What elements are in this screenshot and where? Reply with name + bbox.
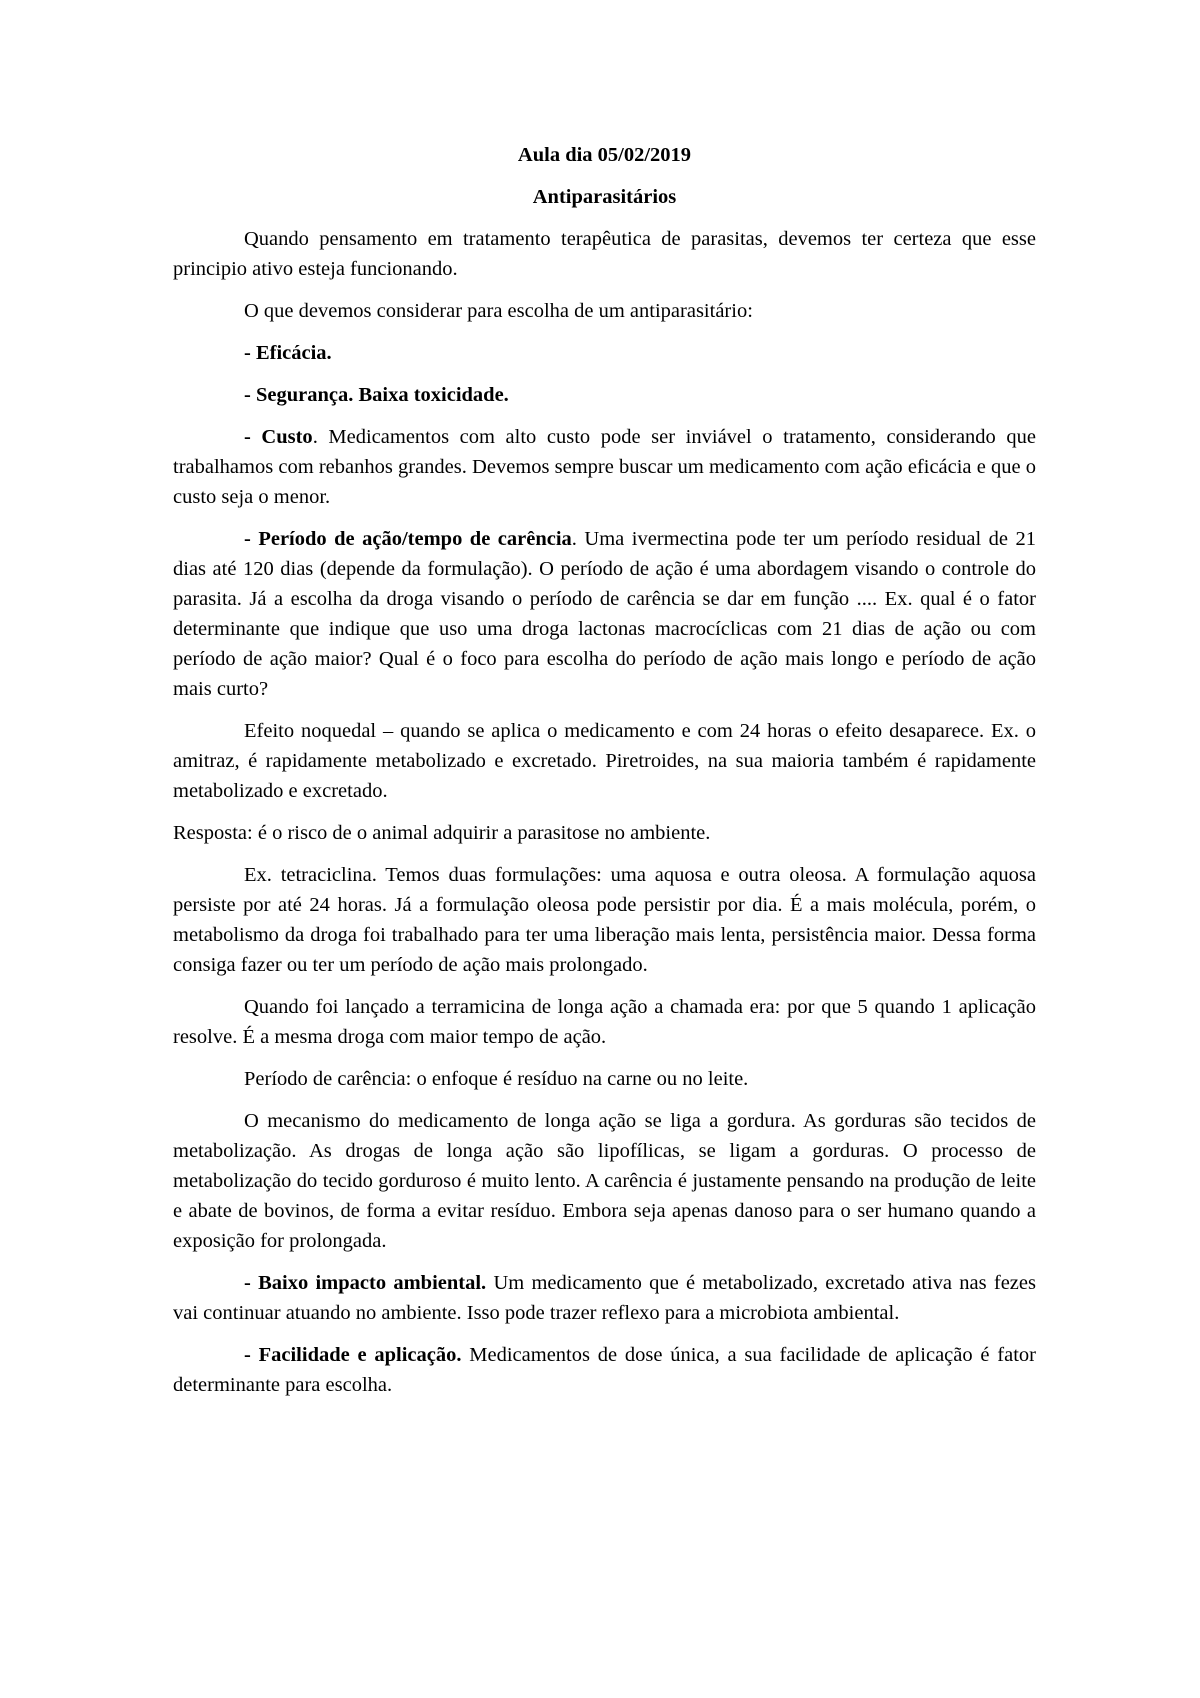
- criterion-seguranca: [173, 380, 1036, 410]
- document-subtitle: Antiparasitários: [532, 186, 677, 208]
- criterion-impacto-ambiental: [173, 1268, 1036, 1328]
- criterion-periodo-text: . Uma ivermectina pode ter um período residual de 21 dias até 120 dias (depende da formulação). O período de ação é uma abordagem visando o controle do parasita. Já a escolha da droga visando o período de carência se dar em função .... Ex. qual é o fator determinante que indique que uso uma droga lactonas macrocíclicas com 21 dias de ação ou com período de ação maior? Qual é o foco para escolha do período de ação mais longo e período de ação mais curto?: [173, 528, 1036, 700]
- document-title: Aula dia 05/02/2019: [517, 144, 692, 166]
- criterion-eficacia-label: - Eficácia.: [244, 342, 332, 364]
- criterion-custo-text: . Medicamentos com alto custo pode ser inviável o tratamento, considerando que trabalhamos com rebanhos grandes. Devemos sempre buscar um medicamento com ação eficácia e que o custo seja o menor.: [173, 426, 1036, 508]
- criterion-periodo: [173, 524, 1036, 704]
- criterion-periodo-label: - Período de ação/tempo de carência: [244, 528, 572, 550]
- paragraph-periodo-carencia: Período de carência: o enfoque é resíduo na carne ou no leite.: [244, 1068, 749, 1090]
- criterion-custo: [173, 422, 1036, 512]
- paragraph-intro: Quando pensamento em tratamento terapêutica de parasitas, devemos ter certeza que esse principio ativo esteja funcionando.: [173, 228, 1036, 280]
- paragraph-terramicina: Quando foi lançado a terramicina de longa ação a chamada era: por que 5 quando 1 aplicação resolve. É a mesma droga com maior tempo de ação.: [173, 996, 1036, 1048]
- document-page: [173, 140, 1036, 1412]
- paragraph-efeito-noquedal: Efeito noquedal – quando se aplica o medicamento e com 24 horas o efeito desaparece. Ex. o amitraz, é rapidamente metabolizado e excretado. Piretroides, na sua maioria também é rapidamente metabolizado e excretado.: [173, 720, 1036, 802]
- criterion-custo-label: - Custo: [244, 426, 313, 448]
- criterion-impacto-text: Um medicamento que é metabolizado, excretado ativa nas fezes vai continuar atuando no ambiente. Isso pode trazer reflexo para a microbiota ambiental.: [173, 1272, 1036, 1324]
- criterion-seguranca-label: - Segurança. Baixa toxicidade.: [244, 384, 509, 406]
- criterion-eficacia: [173, 338, 1036, 368]
- criterion-facilidade-text: Medicamentos de dose única, a sua facilidade de aplicação é fator determinante para escolha.: [173, 1344, 1036, 1396]
- criterion-impacto-label: - Baixo impacto ambiental.: [244, 1272, 487, 1294]
- paragraph-criteria-intro: O que devemos considerar para escolha de um antiparasitário:: [244, 300, 753, 322]
- criterion-facilidade: [173, 1340, 1036, 1400]
- paragraph-resposta: Resposta: é o risco de o animal adquirir a parasitose no ambiente.: [173, 822, 711, 844]
- criterion-facilidade-label: - Facilidade e aplicação.: [244, 1344, 462, 1366]
- paragraph-tetraciclina: Ex. tetraciclina. Temos duas formulações: uma aquosa e outra oleosa. A formulação aquosa persiste por até 24 horas. Já a formulação oleosa pode persistir por dia. É a mais molécula, porém, o metabolismo da droga foi trabalhado para ter uma liberação mais lenta, persistência maior. Dessa forma consiga fazer ou ter um período de ação mais prolongado.: [173, 864, 1036, 976]
- paragraph-mecanismo: O mecanismo do medicamento de longa ação se liga a gordura. As gorduras são tecidos de metabolização. As drogas de longa ação são lipofílicas, se ligam a gorduras. O processo de metabolização do tecido gorduroso é muito lento. A carência é justamente pensando na produção de leite e abate de bovinos, de forma a evitar resíduo. Embora seja apenas danoso para o ser humano quando a exposição for prolongada.: [173, 1110, 1036, 1252]
